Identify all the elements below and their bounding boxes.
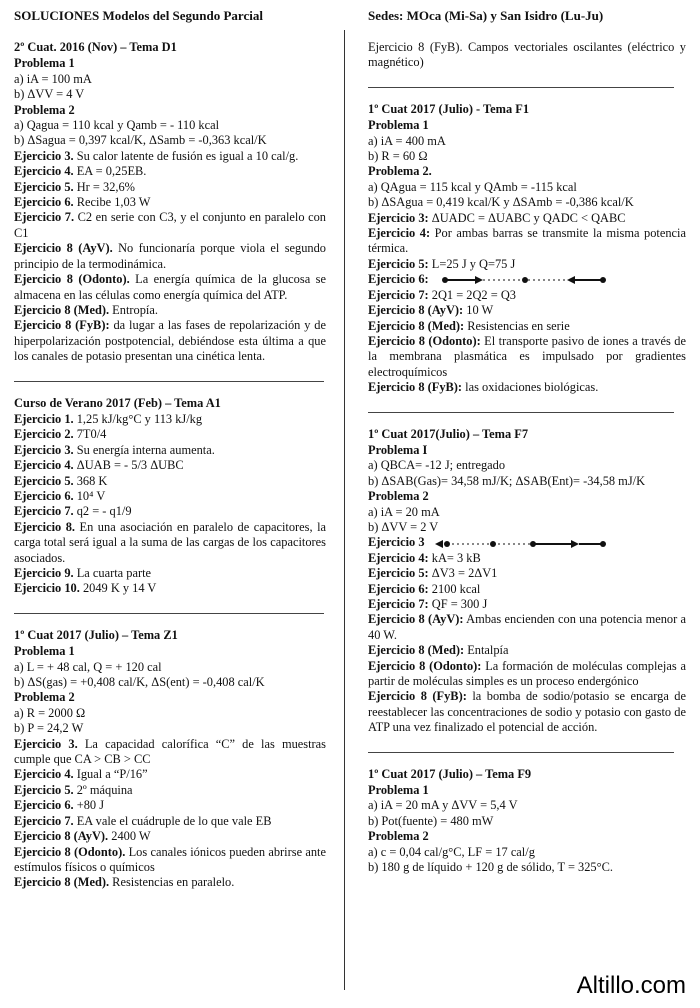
answer-text: En una asociación en paralelo de capacitores, la carga total será igual a la suma de las cargas de los capacitores asociados.: [14, 519, 327, 565]
answer-label: Ejercicio 5.: [14, 179, 74, 194]
answer-line: [368, 860, 686, 875]
answer-line: [368, 474, 686, 489]
answer-text: b) ΔVV = 2 V: [368, 519, 439, 534]
answer-section: [14, 396, 326, 597]
answer-text: a) L = + 48 cal, Q = + 120 cal: [14, 659, 162, 674]
answer-line: [368, 520, 686, 535]
answer-text: Hr = 32,6%: [73, 179, 136, 194]
answer-label: Ejercicio 8 (Med):: [368, 643, 465, 658]
answer-text: Resistencias en serie: [464, 318, 570, 333]
field-lines-diagram: [435, 275, 625, 285]
answer-label: Ejercicio 8 (Med):: [368, 318, 465, 333]
answer-label: Ejercicio 4.: [14, 458, 74, 473]
answer-line: [14, 798, 326, 813]
answer-text: b) Pot(fuente) = 480 mW: [368, 813, 494, 828]
answer-text: b) ΔVV = 4 V: [14, 87, 85, 102]
section-title: Curso de Verano 2017 (Feb) – Tema A1: [14, 395, 221, 410]
answer-line: [14, 87, 326, 102]
answer-text: a) iA = 100 mA: [14, 71, 92, 86]
answer-line: [14, 660, 326, 675]
answer-text: b) P = 24,2 W: [14, 721, 84, 736]
answer-section: [368, 767, 686, 876]
answer-text: Igual a “P/16”: [73, 767, 148, 782]
answer-label: Ejercicio 8 (FyB):: [14, 318, 110, 333]
answer-text: ΔUAB = - 5/3 ΔUBC: [73, 458, 184, 473]
answer-line: [14, 56, 326, 71]
answer-label: Ejercicio 8 (Odonto).: [14, 272, 130, 287]
answer-section: [368, 427, 686, 736]
answer-text: L=25 J y Q=75 J: [428, 256, 516, 271]
answer-text: Resistencias en paralelo.: [109, 875, 235, 890]
answer-label: Ejercicio 8 (FyB):: [368, 380, 463, 395]
answer-line: [14, 875, 326, 890]
answer-label: Problema 2: [368, 829, 429, 844]
section-title: 2º Cuat. 2016 (Nov) – Tema D1: [14, 40, 177, 54]
arrow-head: [567, 276, 575, 284]
answer-line: [368, 134, 686, 149]
answer-section: [14, 40, 326, 365]
answer-label: Ejercicio 7:: [368, 597, 429, 611]
answer-label: Ejercicio 4.: [14, 164, 74, 179]
answer-text: a) QBCA= -12 J; entregado: [368, 458, 506, 473]
answer-text: Recibe 1,03 W: [73, 195, 151, 210]
section-divider: [14, 613, 324, 614]
answer-line: [368, 443, 686, 458]
answer-label: Ejercicio 1.: [14, 411, 74, 426]
answer-line: [14, 504, 326, 519]
section-title: 1º Cuat 2017 (Julio) – Tema F9: [368, 766, 532, 781]
answer-label: Ejercicio 3:: [368, 210, 429, 225]
answer-text: b) ΔSAgua = 0,419 kcal/K y ΔSAmb = -0,386 kcal/K: [368, 195, 634, 210]
answer-text: kA= 3 kB: [428, 550, 481, 565]
answer-line: [368, 149, 686, 164]
answer-text: QF = 300 J: [428, 597, 488, 611]
answer-text: Por ambas barras se transmite la misma potencia térmica.: [368, 226, 686, 256]
answer-line: [14, 706, 326, 721]
answer-label: Ejercicio 8 (Odonto):: [368, 658, 482, 673]
answer-text: ΔUADC = ΔUABC y QADC < QABC: [428, 210, 626, 225]
answer-text: a) R = 2000 Ω: [14, 705, 86, 720]
answer-line: [368, 597, 686, 612]
answer-label: Ejercicio 6.: [14, 798, 74, 813]
field-lines-diagram: [431, 539, 621, 549]
answer-line: [14, 675, 326, 690]
answer-line: [368, 40, 686, 71]
answer-text: b) ΔSAB(Gas)= 34,58 mJ/K; ΔSAB(Ent)= -34,58 mJ/K: [368, 473, 646, 488]
answer-label: Ejercicio 6:: [368, 581, 429, 596]
charge-dot: [600, 541, 606, 547]
answer-text: El transporte pasivo de iones a través de la membrana plasmática es impulsado por gradientes electroquímicos: [368, 333, 686, 379]
answer-label: Ejercicio 7.: [14, 813, 74, 828]
answer-line: [14, 721, 326, 736]
answer-text: 368 K: [73, 473, 108, 488]
answer-line: [368, 211, 686, 226]
answer-label: Ejercicio 6.: [14, 195, 74, 210]
arrow-head: [435, 540, 443, 548]
answer-line: [368, 288, 686, 303]
answer-text: Entalpía: [464, 643, 509, 658]
answer-line: [14, 581, 326, 596]
answer-line: [368, 783, 686, 798]
answer-text: C2 en serie con C3, y el conjunto en paralelo con C1: [14, 210, 326, 240]
answer-line: [14, 133, 326, 148]
answer-label: Ejercicio 6.: [14, 488, 74, 503]
answer-text: 10⁴ V: [73, 488, 106, 503]
answer-text: a) c = 0,04 cal/g°C, LF = 17 cal/g: [368, 844, 535, 859]
answer-text: EA = 0,25EB.: [73, 164, 147, 179]
answer-label: Ejercicio 7.: [14, 504, 74, 519]
answer-label: Ejercicio 8 (AyV):: [368, 612, 464, 627]
answer-line: [14, 195, 326, 210]
answer-label: Ejercicio 10.: [14, 581, 80, 596]
answer-line: [14, 783, 326, 798]
section-divider: [368, 87, 674, 88]
answer-label: Ejercicio 3.: [14, 736, 78, 751]
answer-text: 10 W: [463, 303, 494, 318]
answer-label: Ejercicio 2.: [14, 427, 74, 442]
answer-line: [368, 814, 686, 829]
answer-label: Ejercicio 4:: [368, 550, 429, 565]
answer-line: [14, 103, 326, 118]
answer-text: 2400 W: [108, 829, 151, 844]
answer-line: [14, 474, 326, 489]
answer-label: Ejercicio 5.: [14, 473, 74, 488]
answer-line: [368, 551, 686, 566]
answer-line: [368, 566, 686, 581]
answer-text: da lugar a las fases de repolarización y de hiperpolarización postpotencial, debiéndose esta última a que los canales de potasio presentan una cinética lenta.: [14, 318, 326, 364]
answer-line: [368, 257, 686, 272]
answer-label: Ejercicio 8 (Odonto):: [368, 333, 481, 348]
answer-label: Ejercicio 5:: [368, 256, 429, 271]
answer-text: +80 J: [73, 798, 105, 813]
answer-text: q2 = - q1/9: [73, 504, 132, 519]
answer-text: La energía química de la glucosa se almacena en las células como energía química del ATP.: [14, 272, 326, 302]
answer-label: Ejercicio 5.: [14, 782, 74, 797]
answer-text: Ambas encienden con una potencia menor a 40 W.: [368, 612, 687, 642]
answer-line: [14, 458, 326, 473]
answer-section: [368, 40, 686, 71]
answer-line: [368, 489, 686, 504]
answer-text: b) ΔS(gas) = +0,408 cal/K, ΔS(ent) = -0,408 cal/K: [14, 675, 265, 690]
answer-text: a) QAgua = 115 kcal y QAmb = -115 kcal: [368, 179, 577, 194]
answer-line: [368, 334, 686, 380]
section-title: 1º Cuat 2017 (Julio) – Tema Z1: [14, 627, 178, 642]
answer-text: 2100 kcal: [428, 581, 481, 596]
answer-label: Ejercicio 8 (FyB):: [368, 689, 467, 704]
answer-text: Su calor latente de fusión es igual a 10 cal/g.: [73, 148, 299, 163]
answer-line: [368, 582, 686, 597]
answer-line: [368, 303, 686, 318]
answer-line: [368, 319, 686, 334]
answer-text: a) Qagua = 110 kcal y Qamb = - 110 kcal: [14, 118, 220, 133]
answer-line: [14, 72, 326, 87]
answer-line: [368, 659, 686, 690]
answer-label: Problema 2: [14, 690, 75, 705]
answer-text: 2049 K y 14 V: [79, 581, 157, 596]
answer-label: Problema 1: [14, 56, 75, 71]
answer-text: las oxidaciones biológicas.: [462, 380, 599, 395]
sedes-heading: Sedes: MOca (Mi-Sa) y San Isidro (Lu-Ju): [368, 8, 604, 23]
answer-label: Problema 2: [368, 489, 429, 504]
answer-text: Su energía interna aumenta.: [73, 442, 215, 457]
answer-line: [368, 535, 686, 550]
answer-label: Ejercicio 3.: [14, 442, 74, 457]
answer-text: Ejercicio 8 (FyB). Campos vectoriales oscilantes (eléctrico y magnético): [368, 40, 686, 70]
section-divider: [368, 412, 674, 413]
site-watermark[interactable]: Altillo.com: [576, 972, 686, 999]
answer-line: [368, 272, 686, 287]
answer-text: 2º máquina: [73, 782, 133, 797]
answer-line: [368, 458, 686, 473]
answer-line: [368, 195, 686, 210]
answer-label: Problema 2.: [368, 164, 432, 179]
answer-label: Problema 1: [14, 644, 75, 659]
answer-line: [14, 566, 326, 581]
answer-text: 7T0/4: [73, 427, 107, 442]
answer-label: Ejercicio 8 (AyV).: [14, 829, 109, 844]
answer-text: la bomba de sodio/potasio se encarga de reestablecer las concentraciones de sodio y potasio con gasto de ATP una vez finalizado el potencial de acción.: [368, 689, 686, 735]
answer-label: Ejercicio 7:: [368, 287, 429, 302]
answer-label: Ejercicio 7.: [14, 210, 75, 225]
section-title: 1º Cuat 2017(Julio) – Tema F7: [368, 426, 529, 441]
answer-line: [368, 164, 686, 179]
answer-text: a) iA = 20 mA y ΔVV = 5,4 V: [368, 798, 518, 813]
answer-line: [368, 380, 686, 395]
charge-dot: [600, 277, 606, 283]
answer-label: Problema 2: [14, 102, 75, 117]
answer-line: [14, 149, 326, 164]
answer-label: Ejercicio 3: [368, 535, 425, 550]
answer-line: [14, 520, 326, 566]
answer-label: Problema I: [368, 442, 428, 457]
answer-line: [368, 643, 686, 658]
answer-text: EA vale el cuádruple de lo que vale EB: [73, 813, 272, 828]
answer-section: [368, 102, 686, 396]
answer-line: [368, 505, 686, 520]
answer-label: Ejercicio 8.: [14, 519, 76, 534]
answer-text: La cuarta parte: [73, 566, 152, 580]
answer-label: Ejercicio 6:: [368, 272, 429, 287]
answer-text: 2Q1 = 2Q2 = Q3: [428, 287, 516, 302]
answer-line: [14, 164, 326, 179]
answer-text: 1,25 kJ/kg°C y 113 kJ/kg: [73, 411, 203, 426]
answer-section: [14, 628, 326, 891]
answer-line: [368, 829, 686, 844]
answer-label: Ejercicio 5:: [368, 566, 429, 581]
answer-line: [14, 737, 326, 768]
answer-line: [368, 689, 686, 735]
answer-line: [368, 612, 686, 643]
answer-line: [14, 814, 326, 829]
answer-line: [368, 798, 686, 813]
answer-line: [14, 829, 326, 844]
answer-line: [14, 767, 326, 782]
right-column: [368, 40, 686, 892]
answer-line: [14, 644, 326, 659]
answer-line: [14, 690, 326, 705]
answer-text: a) iA = 400 mA: [368, 133, 446, 148]
answer-text: Entropía.: [109, 302, 158, 317]
answer-line: [368, 180, 686, 195]
answer-label: Ejercicio 8 (Med).: [14, 302, 110, 317]
charge-dot: [522, 277, 528, 283]
arrow-head: [475, 276, 483, 284]
answer-label: Ejercicio 9.: [14, 566, 74, 580]
answer-text: ΔV3 = 2ΔV1: [428, 566, 498, 581]
answer-text: La formación de moléculas complejas a partir de moléculas simples es un proceso endergónico: [368, 658, 686, 689]
answer-label: Ejercicio 3.: [14, 148, 74, 163]
answer-line: [14, 210, 326, 241]
answer-text: b) 180 g de líquido + 120 g de sólido, T = 325°C.: [368, 860, 613, 875]
answer-text: No funcionaría porque viola el segundo principio de la termodinámica.: [14, 241, 326, 271]
answer-line: [14, 443, 326, 458]
answer-label: Ejercicio 4.: [14, 767, 74, 782]
answer-line: [14, 241, 326, 272]
answer-label: Problema 1: [368, 118, 429, 133]
answer-text: a) iA = 20 mA: [368, 504, 440, 519]
answer-line: [14, 427, 326, 442]
answer-label: Ejercicio 4:: [368, 226, 431, 241]
answer-line: [368, 226, 686, 257]
answer-text: Los canales iónicos pueden abrirse ante estímulos físicos o químicos: [14, 844, 326, 874]
answer-line: [14, 318, 326, 364]
answer-label: Problema 1: [368, 783, 429, 798]
answer-text: b) ΔSagua = 0,397 kcal/K, ΔSamb = -0,363 kcal/K: [14, 133, 267, 148]
arrow-head: [571, 540, 579, 548]
answer-line: [368, 845, 686, 860]
answer-text: La capacidad calorífica “C” de las muestras cumple que CA > CB > CC: [14, 736, 326, 767]
answer-line: [14, 180, 326, 195]
answer-line: [368, 118, 686, 133]
answer-line: [14, 272, 326, 303]
answer-label: Ejercicio 8 (Odonto).: [14, 844, 126, 859]
answer-line: [14, 489, 326, 504]
section-title: 1º Cuat 2017 (Julio) - Tema F1: [368, 101, 530, 116]
answer-label: Ejercicio 8 (AyV):: [368, 303, 464, 318]
answer-label: Ejercicio 8 (Med).: [14, 875, 110, 890]
answer-line: [14, 303, 326, 318]
answer-line: [14, 412, 326, 427]
section-divider: [368, 752, 674, 753]
answer-text: b) R = 60 Ω: [368, 149, 428, 164]
answer-line: [14, 845, 326, 876]
section-divider: [14, 381, 324, 382]
left-column: [14, 40, 326, 907]
answer-label: Ejercicio 8 (AyV).: [14, 241, 113, 256]
answer-line: [14, 118, 326, 133]
column-divider: [344, 30, 345, 990]
document-title: SOLUCIONES Modelos del Segundo Parcial: [14, 8, 263, 23]
